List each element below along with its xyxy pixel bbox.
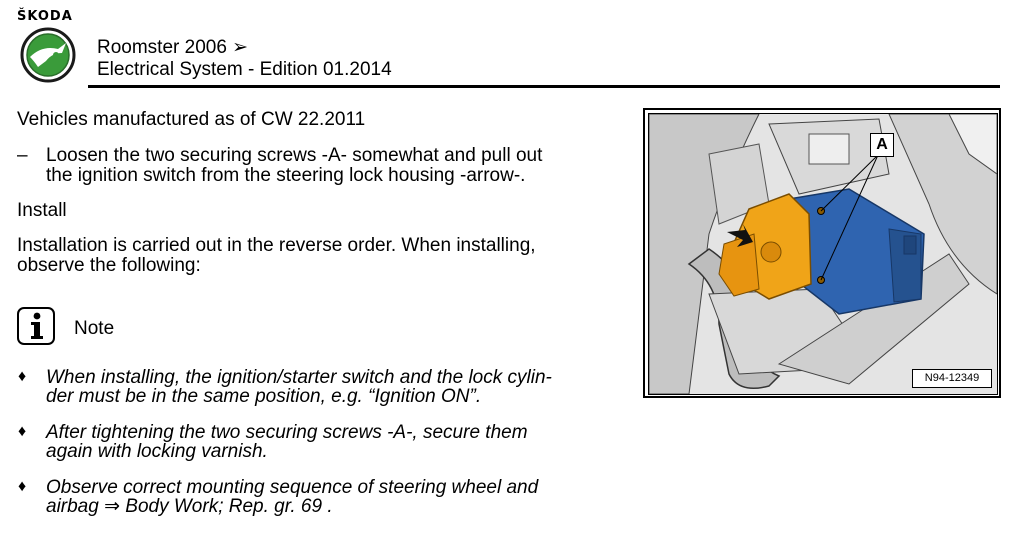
figure-frame xyxy=(648,113,998,395)
note-bullet xyxy=(46,478,606,516)
header-divider xyxy=(88,85,1000,88)
bullet-line: again with locking varnish. xyxy=(46,441,268,462)
bullet-line: When installing, the ignition/starter switch and the lock cylin- xyxy=(46,367,552,388)
install-line: Installation is carried out in the reverse order. When installing, xyxy=(17,235,536,256)
brand-wordmark: ŠKODA xyxy=(17,9,73,24)
bullet-diamond-icon: ♦ xyxy=(18,478,27,495)
ignition-switch-figure xyxy=(643,108,1001,398)
step-text xyxy=(46,146,606,186)
document-header xyxy=(97,37,392,81)
skoda-logo-icon xyxy=(20,27,76,83)
bullet-line: der must be in the same position, e.g. “Ignition ON”. xyxy=(46,386,482,407)
vehicles-note: Vehicles manufactured as of CW 22.2011 xyxy=(17,109,366,130)
install-instructions xyxy=(17,236,617,276)
bullet-line: Observe correct mounting sequence of steering wheel and xyxy=(46,477,539,498)
step-line: Loosen the two securing screws -A- somewhat and pull out xyxy=(46,145,543,166)
figure-code: N94-12349 xyxy=(912,369,992,388)
bullet-line: airbag ⇒ Body Work; Rep. gr. 69 . xyxy=(46,496,333,517)
note-info-icon xyxy=(17,307,55,345)
note-label: Note xyxy=(74,318,115,339)
step-dash: – xyxy=(17,145,28,166)
install-heading: Install xyxy=(17,200,67,221)
ignition-switch-illustration xyxy=(649,114,997,394)
install-line: observe the following: xyxy=(17,255,201,276)
note-bullet xyxy=(46,368,606,406)
bullet-line: After tightening the two securing screws -A-, secure them xyxy=(46,422,528,443)
bullet-diamond-icon: ♦ xyxy=(18,368,27,385)
callout-label-a: A xyxy=(870,133,894,157)
note-bullet xyxy=(46,423,606,461)
step-line: the ignition switch from the steering lock housing -arrow-. xyxy=(46,165,526,186)
model-line: Roomster 2006 ➢ xyxy=(97,37,249,58)
bullet-diamond-icon: ♦ xyxy=(18,423,27,440)
procedure-step xyxy=(17,146,617,186)
manual-edition-line: Electrical System - Edition 01.2014 xyxy=(97,59,392,80)
